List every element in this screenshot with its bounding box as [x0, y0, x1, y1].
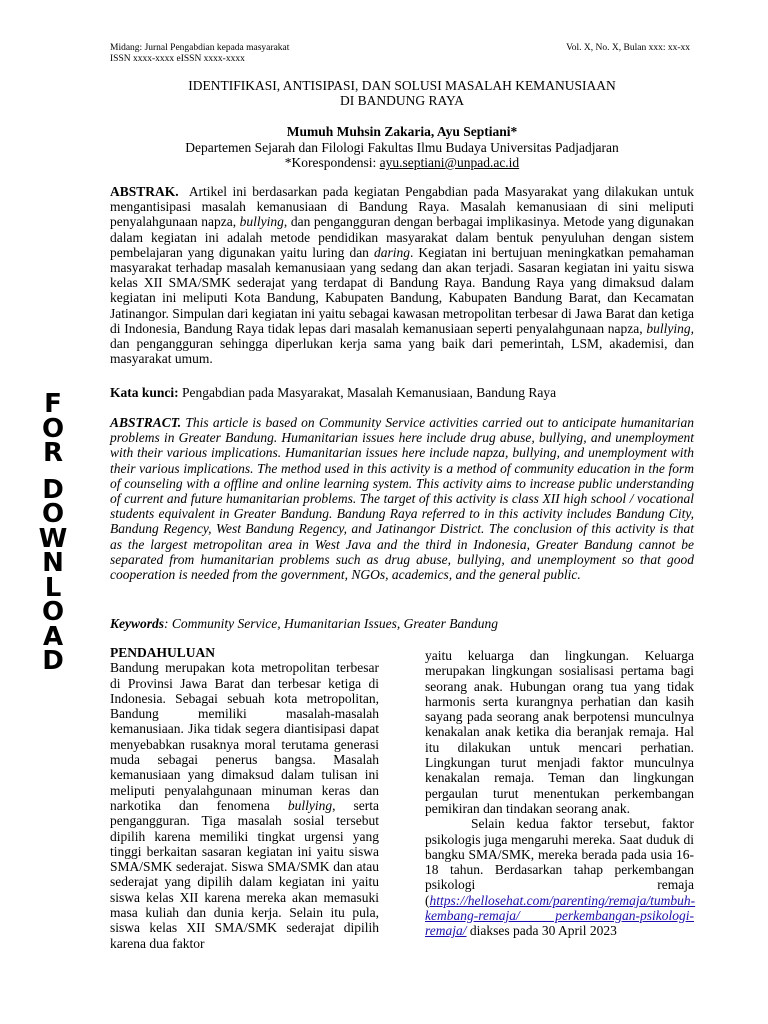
- keywords-text: : Community Service, Humanitarian Issues, Greater Bandung: [164, 616, 498, 631]
- pendahuluan-paragraph-2: yaitu keluarga dan lingkungan. Keluarga merupakan lingkungan sosialisasi pertama bagi seorang anak. Hubungan orang tua yang tidak harmonis serta kurangnya perhatian dan kasih sayang pada seorang anak berpotensi munculnya kenakalan anak ketika dia beranjak remaja. Hal itu dilakukan untuk mencari perhatian. Lingkungan turut menjadi faktor munculnya kenakalan remaja. Teman dan lingkungan pergaulan turut menentukan perkembangan pemikiran dan tindakan seorang anak.: [425, 648, 694, 816]
- p1-text-b: , serta pengangguran. Tiga masalah sosial tersebut dipilih karena memiliki tingkat urgensi yang tinggi berkaitan sasaran kegiatan ini yaitu siswa SMA/SMK sederajat. Siswa SMA/SMK dan atau sederajat yang dipilih dalam kegiatan ini yaitu siswa kelas XII karena mereka akan memasuki masa kuliah dan dunia kerja. Selain itu pula, siswa kelas XII SMA/SMK sederajat dipilih karena dua faktor: [110, 797, 379, 951]
- watermark-letter: F: [44, 389, 62, 419]
- watermark-letter: R: [42, 438, 64, 468]
- department: Departemen Sejarah dan Filologi Fakultas Ilmu Budaya Universitas Padjadjaran: [185, 140, 619, 155]
- watermark-letter: O: [41, 499, 65, 529]
- title-line-1: IDENTIFIKASI, ANTISIPASI, DAN SOLUSI MASALAH KEMANUSIAAN: [188, 78, 616, 93]
- kata-kunci-text: Pengabdian pada Masyarakat, Masalah Kemanusiaan, Bandung Raya: [178, 385, 557, 400]
- abstract-english: [110, 415, 694, 582]
- keywords-label: Keywords: [110, 616, 164, 631]
- watermark-letter: L: [44, 572, 62, 603]
- watermark-letter: A: [42, 621, 64, 652]
- kata-kunci: [110, 385, 694, 400]
- column-left: [110, 645, 379, 951]
- watermark-letter: O: [41, 597, 65, 627]
- column-right: [425, 648, 694, 939]
- abstrak-text-1: Artikel ini berdasarkan pada kegiatan Pengabdian pada Masyarakat yang dilakukan untuk mengantisipasi masalah kemanusiaan di Bandung Raya. Masalah kemanusiaan di sini meliputi penyalahgunaan napza,: [110, 184, 694, 230]
- download-watermark: [33, 389, 73, 676]
- p3-text-a: Selain kedua faktor tersebut, faktor psikologis juga mengaruhi mereka. Saat duduk di bangku SMA/SMK, mereka berada pada usia 16-18 tahun. Berdasarkan tahap perkembangan psikologi remaja (: [425, 816, 694, 908]
- authors: Mumuh Muhsin Zakaria, Ayu Septiani*: [286, 124, 518, 139]
- abstrak-paragraph: [110, 184, 694, 366]
- abstract-text: This article is based on Community Service activities carried out to anticipate humanitarian problems in Greater Bandung. Humanitarian issues here include drug abuse, bullying, and unemployment with their various implications. Humanitarian issues here include napza, bullying, and unemployment with their various implications. The method used in this activity is a method of community education in the form of counseling with a offline and online learning system. This activity aims to increase public understanding of current and future humanitarian problems. The target of this activity is class XII high school / vocational students equivalent in Greater Bandung. Bandung Raya referred to in this activity includes Bandung City, Bandung Regency, West Bandung Regency, and Jatinangor District. The conclusion of this activity is that as the largest metropolitan area in West Java and the third in Indonesia, Greater Bandung cannot be separated from humanitarian problems such as drug abuse, bullying, and unemployment so that good cooperation is needed from the government, NGOs, academics, and the general public.: [110, 415, 694, 583]
- journal-volume: Vol. X, No. X, Bulan xxx: xx-xx: [566, 43, 690, 53]
- correspondence: [110, 155, 694, 170]
- section-heading: PENDAHULUAN: [110, 645, 216, 660]
- article-title: [110, 78, 694, 108]
- kata-kunci-label: Kata kunci:: [110, 385, 179, 400]
- abstrak-text-4: dan pengangguran sehingga diperlukan kerja sama yang baik dari pemerintah, LSM, akademisi, dan masyarakat umum.: [110, 336, 694, 367]
- p1-text-a: Bandung merupakan kota metropolitan terbesar di Provinsi Jawa Barat dan terbesar ketiga di Indonesia. Sebagai sebuah kota metropolitan, Bandung memiliki masalah-masalah kemanusiaan. Jika tidak segera diantisipasi dapat menyebabkan rusaknya moral terutama generasi muda sebagai penerus bangsa. Masalah kemanusiaan yang dimaksud dalam tulisan ini meliputi penyalahgunaan minuman keras dan narkotika dan fenomena: [110, 660, 379, 813]
- abstrak-label: ABSTRAK.: [110, 184, 179, 199]
- p3-text-b: diakses pada 30 April 2023: [466, 923, 617, 939]
- watermark-letter: W: [38, 523, 68, 554]
- keywords: [110, 616, 694, 631]
- pendahuluan-paragraph-3: [425, 816, 694, 938]
- pendahuluan-paragraph-1: [110, 660, 379, 951]
- watermark-letter: D: [42, 474, 64, 505]
- journal-header: [110, 43, 289, 65]
- abstrak-text-2: , dan pengangguran dengan berbagai implikasinya. Metode yang digunakan dalam kegiatan ini adalah metode pendidikan masyarakat dalam bentuk penyuluhan dengan sistem pembelajaran yang digunakan yaitu luring dan: [110, 214, 694, 260]
- journal-issn: ISSN xxxx-xxxx eISSN xxxx-xxxx: [110, 54, 245, 64]
- p1-italic: bullying: [287, 797, 333, 813]
- correspondence-label: *Korespondensi:: [284, 155, 380, 170]
- pendahuluan-heading: [110, 645, 379, 660]
- watermark-letter: D: [42, 646, 64, 676]
- watermark-letter: O: [41, 413, 65, 444]
- email-link[interactable]: ayu.septiani@unpad.ac.id: [379, 155, 520, 170]
- watermark-letter: N: [42, 548, 64, 578]
- reference-link[interactable]: https://hellosehat.com/parenting/remaja/tumbuh-kembang-remaja/ perkembangan-psikologi-remaja/: [425, 892, 696, 939]
- title-line-2: DI BANDUNG RAYA: [339, 93, 464, 108]
- abstrak-italic-3: bullying,: [646, 320, 694, 336]
- abstract-label: ABSTRACT.: [110, 415, 182, 430]
- journal-name: Midang: Jurnal Pengabdian kepada masyarakat: [110, 43, 290, 53]
- abstrak-italic-2: daring: [373, 244, 410, 260]
- abstrak-italic-1: bullying: [239, 214, 284, 230]
- abstrak-text-3: . Kegiatan ini bertujuan meningkatkan pemahaman masyarakat terhadap masalah kemanusiaan yang sedang dan akan terjadi. Sasaran kegiatan ini yaitu siswa kelas XII SMA/SMK sederajat yang terdapat di Bandung Raya. Bandung Raya yang dimaksud dalam kegiatan ini meliputi Kota Bandung, Kabupaten Bandung, Kabupaten Bandung Barat, dan Kecamatan Jatinangor. Simpulan dari kegiatan ini yaitu sebagai kawasan metropolitan terbesar di Jawa Barat dan ketiga di Indonesia, Bandung Raya tidak lepas dari masalah kemanusiaan seperti penyalahgunaan napza,: [110, 244, 694, 336]
